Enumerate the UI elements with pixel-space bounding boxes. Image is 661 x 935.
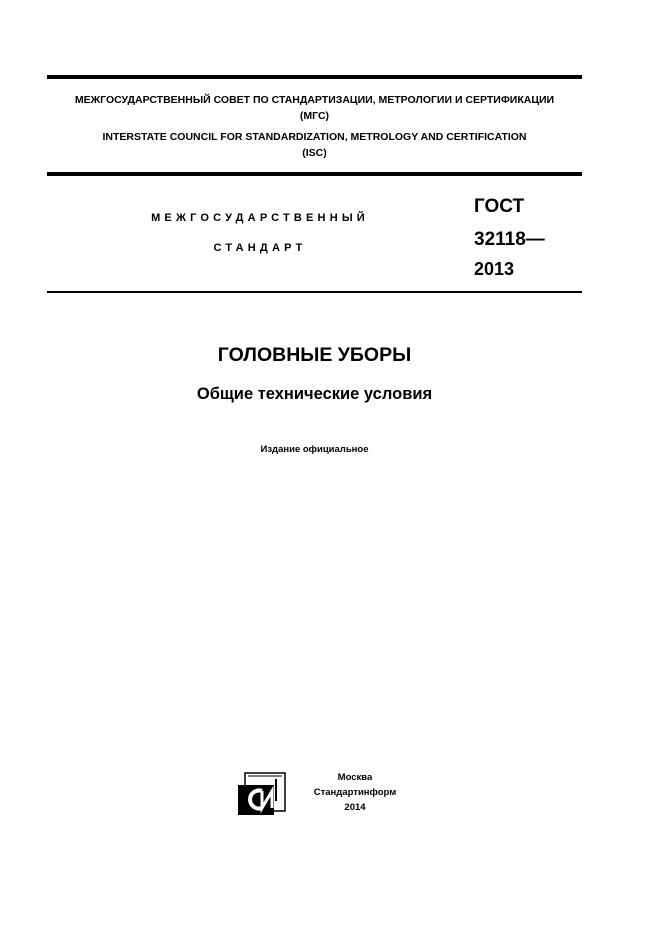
standard-type-line1: МЕЖГОСУДАРСТВЕННЫЙ	[151, 212, 369, 224]
org-abbr-en: (ISC)	[302, 147, 327, 159]
edition-note: Издание официальное	[260, 444, 369, 455]
org-name-ru: МЕЖГОСУДАРСТВЕННЫЙ СОВЕТ ПО СТАНДАРТИЗАЦИИ, МЕТРОЛОГИИ И СЕРТИФИКАЦИИ	[74, 94, 555, 106]
document-subtitle: Общие технические условия	[196, 385, 433, 403]
standard-type-line2: СТАНДАРТ	[213, 242, 307, 254]
org-name-en: INTERSTATE COUNCIL FOR STANDARDIZATION, METROLOGY AND CERTIFICATION	[102, 131, 527, 143]
publisher-city: Москва	[337, 772, 373, 783]
publisher-year: 2014	[344, 802, 366, 813]
gost-number: 32118—	[474, 229, 545, 250]
gost-designation	[474, 192, 545, 284]
designation-bottom-rule	[47, 291, 582, 293]
org-abbr-ru: (МГС)	[299, 110, 330, 122]
gost-label: ГОСТ	[474, 196, 525, 217]
standard-type	[130, 207, 390, 259]
publisher-info	[300, 770, 410, 815]
org-header	[47, 92, 582, 161]
gost-year: 2013	[474, 259, 515, 279]
publisher-name: Стандартинформ	[313, 787, 397, 798]
top-rule	[47, 75, 582, 79]
document-title: ГОЛОВНЫЕ УБОРЫ	[217, 344, 412, 366]
standartinform-logo-icon	[236, 771, 286, 815]
header-bottom-rule	[47, 172, 582, 176]
